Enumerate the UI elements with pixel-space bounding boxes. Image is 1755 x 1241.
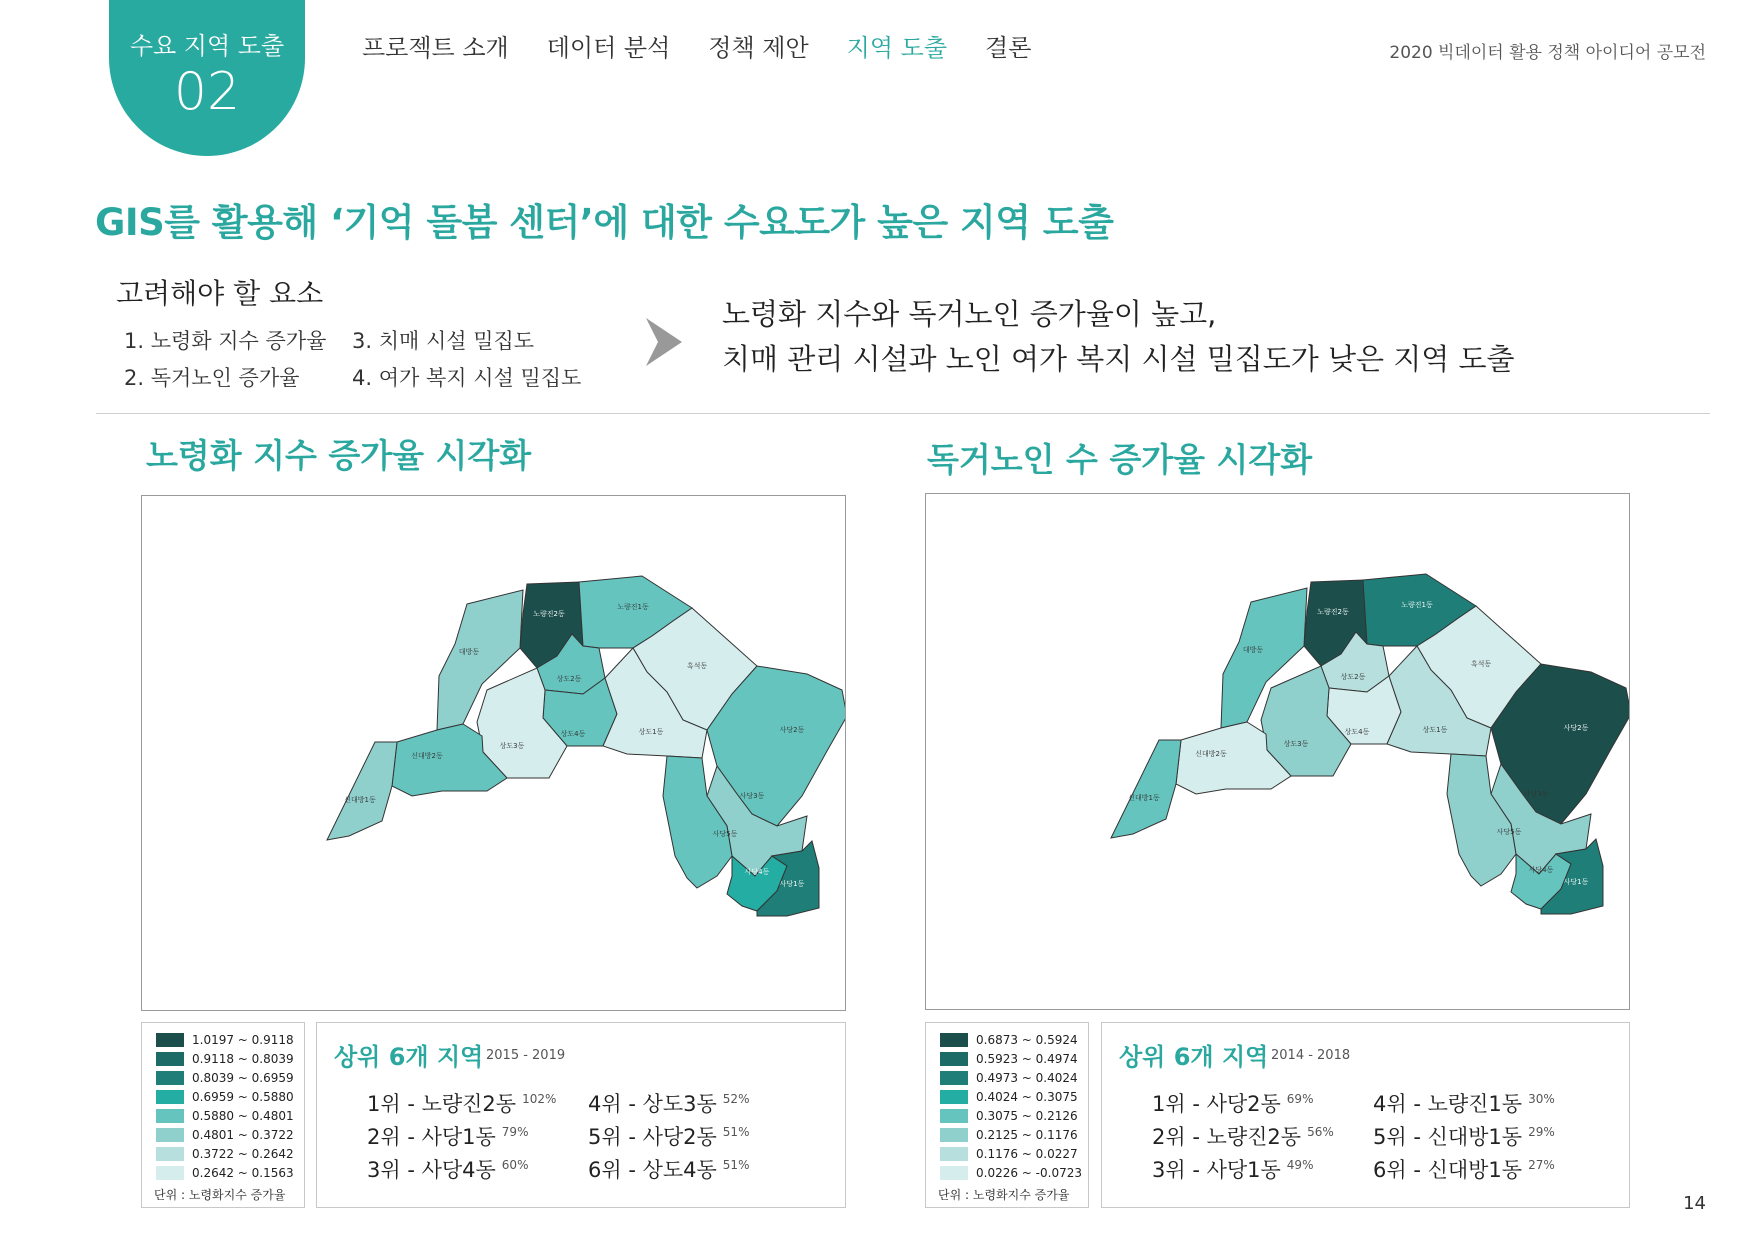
legend-label: 0.8039 ~ 0.6959 xyxy=(192,1070,294,1085)
left-top6-panel xyxy=(316,1022,846,1208)
legend-swatch xyxy=(940,1128,968,1142)
legend-swatch xyxy=(940,1052,968,1066)
legend-unit: 단위 : 노령화지수 증가율 xyxy=(938,1188,1070,1202)
rank-item: 1위 - 사당2동 $^{69\%}$ xyxy=(1152,1092,1314,1116)
map-region-label: 신대방1동 xyxy=(1128,794,1160,802)
legend-item xyxy=(156,1165,294,1180)
map-region-label: 사당1동 xyxy=(1563,878,1589,886)
right-legend xyxy=(925,1022,1089,1208)
map-region-label: 흑석동 xyxy=(686,662,708,670)
legend-label: 0.1176 ~ 0.0227 xyxy=(976,1146,1078,1161)
legend-label: 0.6959 ~ 0.5880 xyxy=(192,1089,294,1104)
map-region-label: 상도2동 xyxy=(1340,673,1366,681)
rank-item: 5위 - 신대방1동 $^{29\%}$ xyxy=(1373,1125,1555,1149)
map-region-label: 노량진2동 xyxy=(1317,608,1349,616)
map-region xyxy=(1111,740,1181,838)
consideration-item: 4. 여가 복지 시설 밀집도 xyxy=(352,366,582,390)
legend-label: 1.0197 ~ 0.9118 xyxy=(192,1032,294,1047)
page-headline: GIS를 활용해 ‘기억 돌봄 센터’에 대한 수요도가 높은 지역 도출 xyxy=(95,201,1114,244)
right-top6-panel xyxy=(1101,1022,1630,1208)
rank-item: 6위 - 상도4동 $^{51\%}$ xyxy=(588,1158,750,1182)
legend-label: 0.5880 ~ 0.4801 xyxy=(192,1108,294,1123)
contest-title: 2020 빅데이터 활용 정책 아이디어 공모전 xyxy=(1389,43,1706,63)
rank-item: 5위 - 사당2동 $^{51\%}$ xyxy=(588,1125,750,1149)
left-legend xyxy=(141,1022,305,1208)
conclusion-line: 노령화 지수와 독거노인 증가율이 높고, xyxy=(722,297,1217,331)
legend-label: 0.3722 ~ 0.2642 xyxy=(192,1146,294,1161)
legend-swatch xyxy=(940,1071,968,1085)
rank-period: 2014 - 2018 xyxy=(1271,1048,1351,1063)
rank-item: 1위 - 노량진2동 $^{102\%}$ xyxy=(367,1092,557,1116)
map-region-label: 사당5동 xyxy=(1496,828,1522,836)
consideration-item: 1. 노령화 지수 증가율 xyxy=(124,329,327,353)
legend-item xyxy=(940,1051,1078,1066)
legend-label: 0.0226 ~ -0.0723 xyxy=(976,1165,1082,1180)
map-region-label: 사당2동 xyxy=(1563,724,1589,732)
legend-label: 0.4801 ~ 0.3722 xyxy=(192,1127,294,1142)
legend-swatch xyxy=(940,1147,968,1161)
rank-item: 6위 - 신대방1동 $^{27\%}$ xyxy=(1373,1158,1555,1182)
map-region-label: 상도2동 xyxy=(556,675,582,683)
rank-period: 2015 - 2019 xyxy=(486,1048,566,1063)
map-region-label: 상도3동 xyxy=(1283,740,1309,748)
map-region-label: 대방동 xyxy=(458,648,480,656)
legend-item xyxy=(156,1051,294,1066)
legend-label: 0.4973 ~ 0.4024 xyxy=(976,1070,1078,1085)
nav-item-intro[interactable]: 프로젝트 소개 xyxy=(362,34,509,62)
legend-swatch xyxy=(156,1033,184,1047)
rank-item: 2위 - 사당1동 $^{79\%}$ xyxy=(367,1125,529,1149)
legend-swatch xyxy=(156,1090,184,1104)
left-choropleth-map xyxy=(142,496,845,1010)
map-region-label: 노량진1동 xyxy=(1401,601,1433,609)
legend-swatch xyxy=(156,1071,184,1085)
map-region-label: 사당3동 xyxy=(739,792,765,800)
nav-item-analysis[interactable]: 데이터 분석 xyxy=(546,34,671,62)
rank-title: 상위 6개 지역 xyxy=(1119,1043,1269,1071)
map-region-label: 사당1동 xyxy=(779,880,805,888)
map-region-label: 신대방1동 xyxy=(344,796,376,804)
chevron-right-icon xyxy=(646,318,682,370)
legend-swatch xyxy=(156,1147,184,1161)
map-region-label: 노량진2동 xyxy=(533,610,565,618)
page-number: 14 xyxy=(1683,1193,1706,1214)
map-region-label: 사당3동 xyxy=(1523,790,1549,798)
legend-swatch xyxy=(940,1033,968,1047)
rank-item: 3위 - 사당1동 $^{49\%}$ xyxy=(1152,1158,1314,1182)
left-chart-title: 노령화 지수 증가율 시각화 xyxy=(146,436,532,475)
map-region-label: 상도1동 xyxy=(1422,726,1448,734)
section-badge-number: 02 xyxy=(173,62,241,122)
legend-label: 0.6873 ~ 0.5924 xyxy=(976,1032,1078,1047)
legend-label: 0.9118 ~ 0.8039 xyxy=(192,1051,294,1066)
left-map-panel xyxy=(141,495,846,1011)
map-region-label: 흑석동 xyxy=(1470,660,1492,668)
legend-item xyxy=(156,1146,294,1161)
right-choropleth-map xyxy=(926,494,1629,1009)
section-badge xyxy=(109,0,305,156)
conclusion-text xyxy=(722,292,1515,382)
legend-item xyxy=(940,1146,1078,1161)
map-region-label: 신대방2동 xyxy=(1195,750,1227,758)
right-chart-title: 독거노인 수 증가율 시각화 xyxy=(927,440,1313,479)
considerations-title: 고려해야 할 요소 xyxy=(116,277,324,310)
rank-item: 3위 - 사당4동 $^{60\%}$ xyxy=(367,1158,529,1182)
rank-item: 4위 - 노량진1동 $^{30\%}$ xyxy=(1373,1092,1555,1116)
top-nav xyxy=(362,28,1069,63)
legend-label: 0.2125 ~ 0.1176 xyxy=(976,1127,1078,1142)
legend-unit: 단위 : 노령화지수 증가율 xyxy=(154,1188,286,1202)
legend-item xyxy=(940,1032,1078,1047)
legend-swatch xyxy=(156,1128,184,1142)
map-region-label: 사당2동 xyxy=(779,726,805,734)
legend-label: 0.2642 ~ 0.1563 xyxy=(192,1165,294,1180)
map-region-label: 신대방2동 xyxy=(411,752,443,760)
legend-item xyxy=(940,1089,1078,1104)
legend-item xyxy=(156,1070,294,1085)
consideration-item: 3. 치매 시설 밀집도 xyxy=(352,329,535,353)
nav-item-conclusion[interactable]: 결론 xyxy=(985,34,1032,62)
legend-label: 0.4024 ~ 0.3075 xyxy=(976,1089,1078,1104)
legend-item xyxy=(940,1108,1078,1123)
legend-swatch xyxy=(156,1052,184,1066)
section-badge-label: 수요 지역 도출 xyxy=(129,32,285,60)
map-region-label: 노량진1동 xyxy=(617,603,649,611)
legend-swatch xyxy=(156,1109,184,1123)
map-region-label: 사당5동 xyxy=(712,830,738,838)
map-region-label: 사당4동 xyxy=(1528,866,1554,874)
right-map-panel xyxy=(925,493,1630,1010)
section-divider xyxy=(96,413,1710,414)
legend-item xyxy=(940,1165,1082,1180)
legend-item xyxy=(156,1089,294,1104)
legend-label: 0.5923 ~ 0.4974 xyxy=(976,1051,1078,1066)
legend-swatch xyxy=(156,1166,184,1180)
map-region-label: 상도3동 xyxy=(499,742,525,750)
map-region-label: 대방동 xyxy=(1242,646,1264,654)
map-region-label: 상도4동 xyxy=(1344,728,1370,736)
conclusion-line: 치매 관리 시설과 노인 여가 복지 시설 밀집도가 낮은 지역 도출 xyxy=(722,342,1515,376)
legend-label: 0.3075 ~ 0.2126 xyxy=(976,1108,1078,1123)
legend-item xyxy=(156,1108,294,1123)
legend-item xyxy=(940,1070,1078,1085)
map-region-label: 사당4동 xyxy=(744,868,770,876)
map-region-label: 상도4동 xyxy=(560,730,586,738)
nav-item-policy[interactable]: 정책 제안 xyxy=(708,34,809,62)
rank-title: 상위 6개 지역 xyxy=(334,1043,484,1071)
legend-item xyxy=(156,1127,294,1142)
legend-swatch xyxy=(940,1109,968,1123)
map-region xyxy=(327,742,397,840)
nav-item-region[interactable]: 지역 도출 xyxy=(846,34,948,62)
rank-item: 4위 - 상도3동 $^{52\%}$ xyxy=(588,1092,750,1116)
legend-swatch xyxy=(940,1090,968,1104)
legend-swatch xyxy=(940,1166,968,1180)
rank-item: 2위 - 노량진2동 $^{56\%}$ xyxy=(1152,1125,1334,1149)
map-region-label: 상도1동 xyxy=(638,728,664,736)
legend-item xyxy=(940,1127,1078,1142)
legend-item xyxy=(156,1032,294,1047)
consideration-item: 2. 독거노인 증가율 xyxy=(124,366,300,390)
